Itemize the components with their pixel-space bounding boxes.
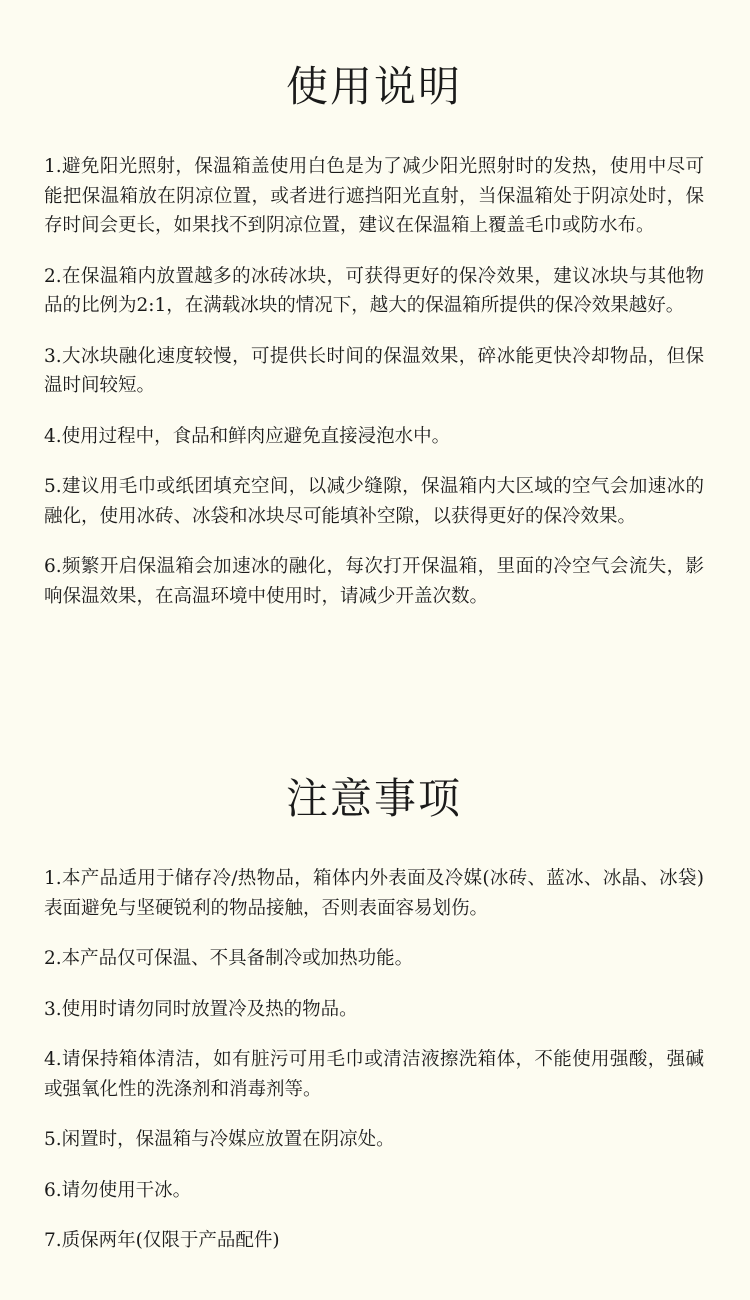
precautions-section: [44, 770, 704, 1277]
usage-instructions-section: [44, 58, 704, 632]
precaution-item-2: 2.本产品仅可保温、不具备制冷或加热功能。: [44, 948, 414, 969]
usage-item-5: 5.建议用毛巾或纸团填充空间，以减少缝隙，保温箱内大区域的空气会加速冰的融化，使用冰砖、冰袋和冰块尽可能填补空隙，以获得更好的保冷效果。: [44, 476, 704, 527]
precaution-item-1: 1.本产品适用于储存冷/热物品，箱体内外表面及冷媒(冰砖、蓝冰、冰晶、冰袋)表面避免与坚硬锐利的物品接触，否则表面容易划伤。: [44, 868, 704, 919]
usage-item-1: 1.避免阳光照射，保温箱盖使用白色是为了减少阳光照射时的发热，使用中尽可能把保温箱放在阴凉位置，或者进行遮挡阳光直射，当保温箱处于阴凉处时，保存时间会更长，如果找不到阴凉位置，建议在保温箱上覆盖毛巾或防水布。: [44, 156, 704, 236]
usage-instructions-list: [44, 152, 704, 611]
usage-item-3: 3.大冰块融化速度较慢，可提供长时间的保温效果，碎冰能更快冷却物品，但保温时间较短。: [44, 345, 704, 396]
precaution-item-6: 6.请勿使用干冰。: [44, 1179, 192, 1201]
usage-item-2: 2.在保温箱内放置越多的冰砖冰块，可获得更好的保冷效果，建议冰块与其他物品的比例为2:1，在满载冰块的情况下，越大的保温箱所提供的保冷效果越好。: [44, 265, 704, 316]
usage-item-6: 6.频繁开启保温箱会加速冰的融化，每次打开保温箱，里面的冷空气会流失，影响保温效果，在高温环境中使用时，请减少开盖次数。: [44, 556, 704, 607]
precaution-item-5: 5.闲置时，保温箱与冷媒应放置在阴凉处。: [44, 1129, 395, 1150]
usage-item-4: 4.使用过程中，食品和鲜肉应避免直接浸泡水中。: [44, 425, 451, 447]
usage-instructions-title: 使用说明: [285, 62, 462, 111]
precaution-item-3: 3.使用时请勿同时放置冷及热的物品。: [44, 998, 358, 1020]
precautions-title: 注意事项: [285, 774, 462, 823]
precaution-item-4: 4.请保持箱体清洁，如有脏污可用毛巾或清洁液擦洗箱体，不能使用强酸，强碱或强氧化性的洗涤剂和消毒剂等。: [44, 1049, 704, 1100]
precaution-item-7: 7.质保两年(仅限于产品配件): [44, 1230, 280, 1251]
precautions-list: [44, 864, 704, 1256]
